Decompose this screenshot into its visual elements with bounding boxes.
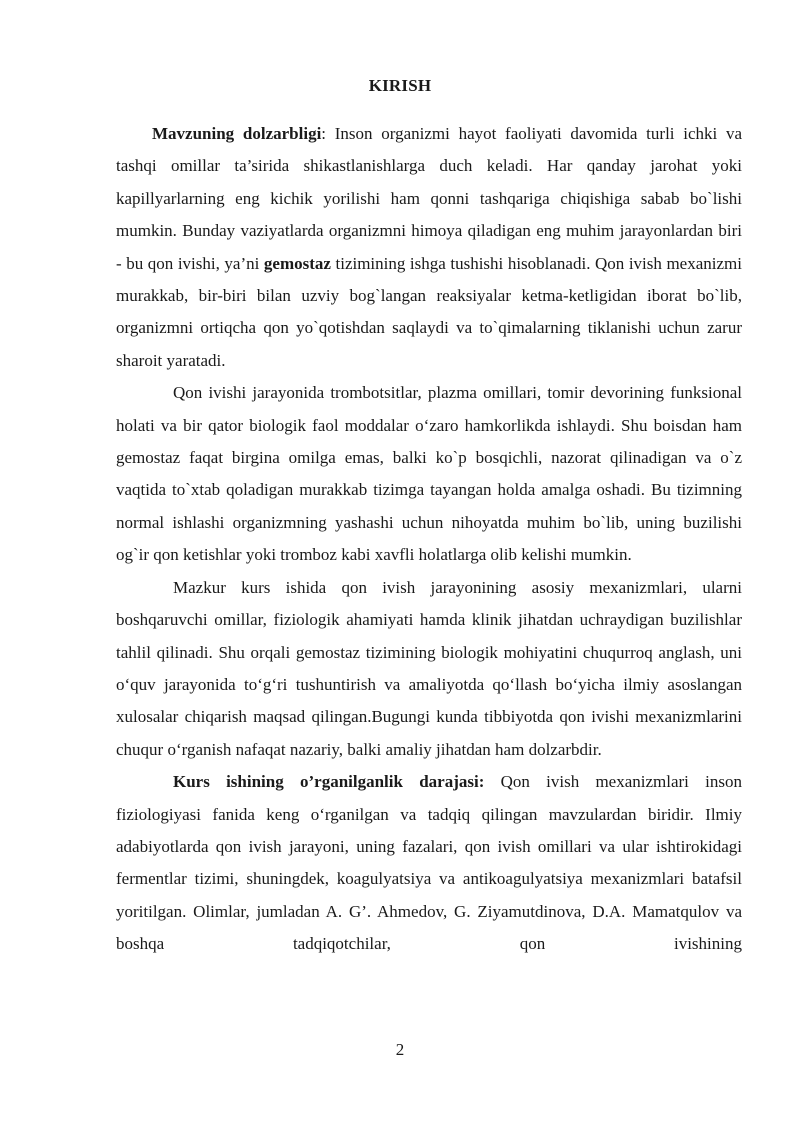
relevance-text-b: tizimining ishga tushishi hisoblanadi. Qon ivish mexanizmi murakkab, bir-biri bilan uzviy bog`langan reaksiyalar ketma-ketligidan iborat bo`lib, organizmni ortiqcha qon yo`qotishdan saqlaydi va to`qimalarning tiklanishi uchun zarur sharoit yaratadi.	[116, 253, 742, 370]
study-level-text: Qon ivish mexanizmlari inson fiziologiyasi fanida keng o‘rganilgan va tadqiq qilingan mavzulardan biridir. Ilmiy adabiyotlarda qon ivish jarayoni, uning fazalari, qon ivish omillari va ular ishtirokidagi fermentlar tizimi, shuningdek, koagulyatsiya va antikoagulyatsiya mexanizmlari batafsil yoritilgan. Olimlar, jumladan A. G’. Ahmedov, G. Ziyamutdinova, D.A. Mamatqulov va boshqa tadqiqotchilar, qon ivishining	[116, 772, 742, 954]
paragraph-study-level	[116, 766, 742, 960]
paragraph-course-aim	[116, 572, 742, 766]
page-number: 2	[395, 1040, 405, 1059]
paragraph-coagulation-process	[116, 377, 742, 571]
course-aim-text: Mazkur kurs ishida qon ivish jarayonining asosiy mexanizmlari, ularni boshqaruvchi omillar, fiziologik ahamiyati hamda klinik jihatdan uchraydigan buzilishlar tahlil qilinadi. Shu orqali gemostaz tizimining biologik mohiyatini chuqurroq anglash, uni o‘quv jarayonida to‘g‘ri tushuntirish va amaliyotda qo‘llash bo‘yicha ilmiy asoslangan xulosalar chiqarish maqsad qilingan.Bugungi kunda tibbiyotda qon ivishi mexanizmlarini chuqur o‘rganish nafaqat nazariy, balki amaliy jihatdan ham dolzarbdir.	[116, 577, 742, 759]
gemostaz-term: gemostaz	[263, 253, 331, 273]
paragraph-relevance	[116, 118, 742, 377]
study-level-lead: Kurs ishining o’rganilganlik darajasi:	[173, 772, 485, 792]
body-text	[116, 118, 742, 961]
section-heading: KIRISH	[368, 76, 432, 95]
relevance-lead: Mavzuning dolzarbligi	[152, 124, 322, 143]
relevance-text-a: : Inson organizmi hayot faoliyati davomida turli ichki va tashqi omillar ta’sirida shikastlanishlarga duch keladi. Har qanday jarohat yoki kapillyarlarning eng kichik yorilishi ham qonni tashqariga chiqishiga sabab bo`lishi mumkin. Bunday vaziyatlarda organizmni himoya qiladigan eng muhim jarayonlardan biri - bu qon ivishi, ya’ni	[116, 124, 742, 273]
coagulation-process-text: Qon ivishi jarayonida trombotsitlar, plazma omillari, tomir devorining funksional holati va bir qator biologik faol moddalar o‘zaro hamkorlikda ishlaydi. Shu boisdan ham gemostaz faqat birgina omilga emas, balki ko`p bosqichli, nazorat qilinadigan va o`z vaqtida to`xtab qoladigan murakkab tizimga tayangan holda amalga oshadi. Bu tizimning normal ishlashi organizmning yashashi uchun nihoyatda muhim bo`lib, uning buzilishi og`ir qon ketishlar yoki tromboz kabi xavfli holatlarga olib kelishi mumkin.	[116, 383, 742, 565]
